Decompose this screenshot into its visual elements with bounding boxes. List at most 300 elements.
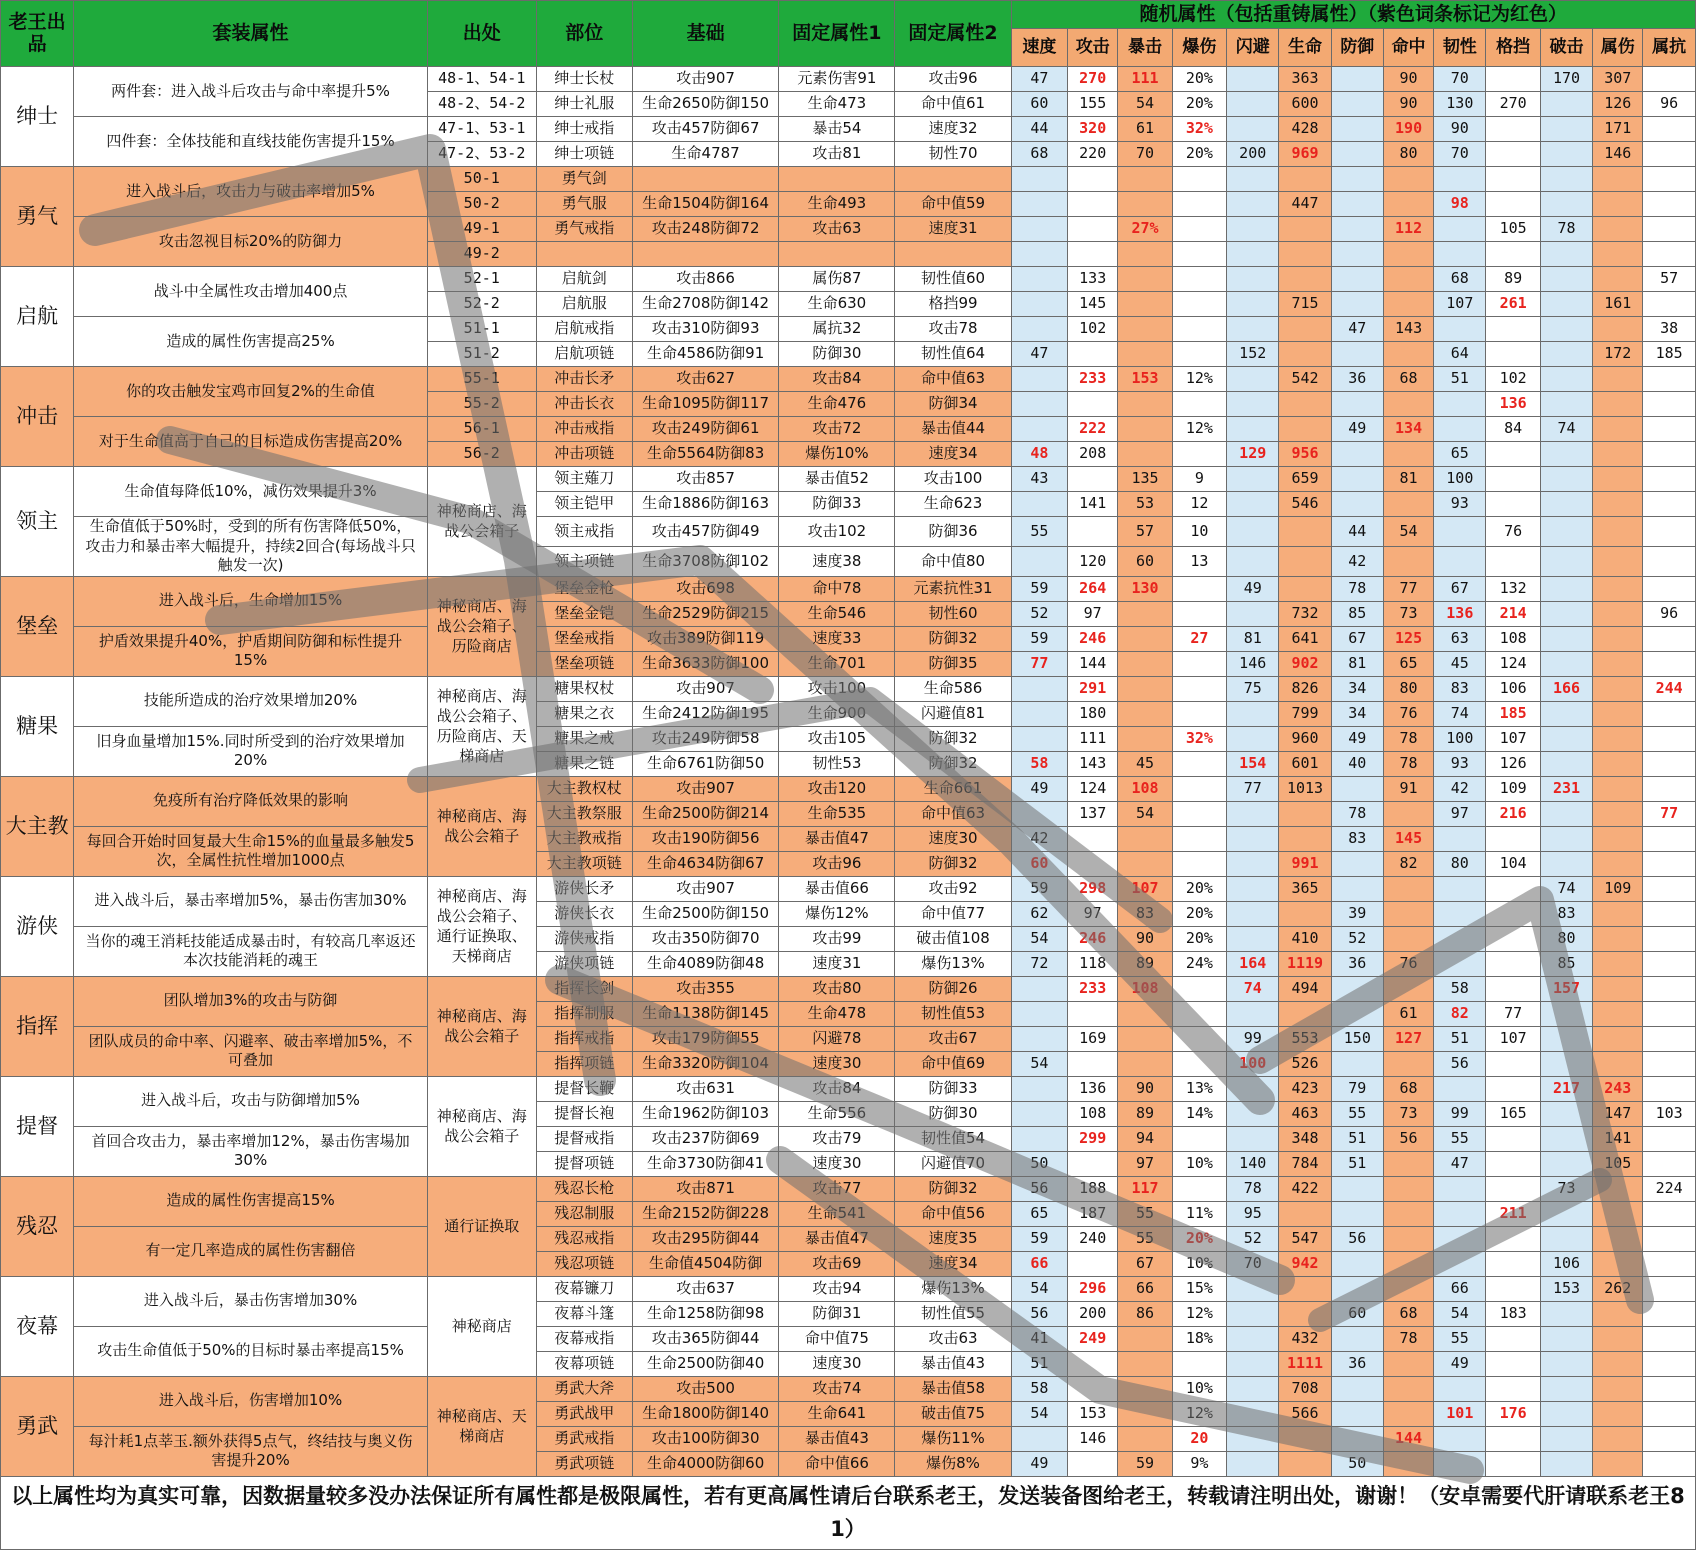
random-attr-value: 107 [1118, 876, 1172, 901]
random-attr-value [1172, 651, 1226, 676]
random-attr-value [1227, 1101, 1279, 1126]
random-attr-value: 136 [1434, 601, 1486, 626]
item-f1: 攻击81 [779, 142, 895, 167]
random-attr-value [1593, 467, 1643, 492]
random-attr-value: 59 [1118, 1451, 1172, 1476]
random-attr-value: 141 [1593, 1126, 1643, 1151]
item-row [1, 776, 1696, 801]
random-attr-value [1434, 1426, 1486, 1451]
random-attr-value [1331, 1426, 1383, 1451]
item-f1: 生命556 [779, 1101, 895, 1126]
random-attr-value [1643, 392, 1696, 417]
random-attr-value [1593, 267, 1643, 292]
item-base: 生命1886防御163 [632, 492, 778, 517]
random-attr-value [1486, 976, 1540, 1001]
random-attr-value [1172, 392, 1226, 417]
random-attr-value [1383, 976, 1433, 1001]
random-col-header: 速度 [1011, 29, 1067, 67]
set-effect: 进入战斗后，生命增加15% [74, 576, 428, 626]
set-name: 冲击 [1, 367, 74, 467]
random-attr-value [1434, 392, 1486, 417]
random-attr-value: 32% [1172, 726, 1226, 751]
item-f2: 元素抗性31 [895, 576, 1011, 601]
random-attr-value: 77 [1227, 776, 1279, 801]
random-attr-value [1486, 1426, 1540, 1451]
random-attr-value: 124 [1486, 651, 1540, 676]
random-attr-value: 20% [1172, 92, 1226, 117]
random-attr-value: 97 [1434, 801, 1486, 826]
item-code: 51-2 [427, 342, 536, 367]
random-attr-value: 67 [1118, 1251, 1172, 1276]
random-attr-value: 14% [1172, 1101, 1226, 1126]
random-col-header: 爆伤 [1172, 29, 1226, 67]
random-attr-value [1643, 826, 1696, 851]
random-attr-value [1434, 1376, 1486, 1401]
item-slot: 大主教权杖 [536, 776, 632, 801]
item-base: 生命4634防御67 [632, 851, 778, 876]
item-base: 攻击249防御61 [632, 417, 778, 442]
random-attr-value: 79 [1331, 1076, 1383, 1101]
random-attr-value [1593, 1026, 1643, 1051]
random-attr-value [1434, 876, 1486, 901]
random-attr-value [1172, 601, 1226, 626]
random-attr-value: 51 [1434, 1026, 1486, 1051]
random-attr-value: 98 [1434, 192, 1486, 217]
random-attr-value: 55 [1011, 517, 1067, 547]
random-attr-value: 164 [1227, 951, 1279, 976]
random-attr-value: 77 [1383, 576, 1433, 601]
random-attr-value: 127 [1383, 1026, 1433, 1051]
random-attr-value: 91 [1383, 776, 1433, 801]
random-attr-value: 81 [1383, 467, 1433, 492]
item-row [1, 926, 1696, 951]
random-attr-value: 84 [1486, 417, 1540, 442]
random-attr-value [1434, 217, 1486, 242]
random-col-header: 攻击 [1068, 29, 1118, 67]
item-slot: 堡垒项链 [536, 651, 632, 676]
random-attr-value [1540, 1376, 1592, 1401]
random-attr-value [1227, 826, 1279, 851]
random-attr-value: 214 [1486, 601, 1540, 626]
random-attr-value [1540, 801, 1592, 826]
item-f1: 生命900 [779, 701, 895, 726]
random-attr-value [1643, 367, 1696, 392]
random-attr-value: 96 [1643, 92, 1696, 117]
item-slot: 勇气戒指 [536, 217, 632, 242]
random-attr-value: 112 [1383, 217, 1433, 242]
random-attr-value [1643, 492, 1696, 517]
random-attr-value [1011, 546, 1067, 576]
random-attr-value [1540, 626, 1592, 651]
random-attr-value: 59 [1011, 626, 1067, 651]
item-base: 生命6761防御50 [632, 751, 778, 776]
random-attr-value [1593, 976, 1643, 1001]
random-attr-value [1118, 242, 1172, 267]
item-f1: 攻击84 [779, 367, 895, 392]
random-attr-value [1227, 517, 1279, 547]
item-f1 [779, 167, 895, 192]
random-attr-value: 80 [1383, 142, 1433, 167]
random-attr-value: 54 [1011, 926, 1067, 951]
random-attr-value: 136 [1068, 1076, 1118, 1101]
random-attr-value: 80 [1434, 851, 1486, 876]
random-attr-value: 100 [1227, 1051, 1279, 1076]
random-attr-value: 49 [1011, 776, 1067, 801]
item-f1: 生命473 [779, 92, 895, 117]
slot-header: 部位 [536, 1, 632, 67]
random-attr-value [1279, 417, 1331, 442]
random-attr-value [1011, 701, 1067, 726]
random-attr-value [1383, 901, 1433, 926]
random-attr-value [1486, 1351, 1540, 1376]
item-f2: 爆伤13% [895, 951, 1011, 976]
random-attr-value: 60 [1331, 1301, 1383, 1326]
random-attr-value [1118, 192, 1172, 217]
random-attr-value: 220 [1068, 142, 1118, 167]
random-attr-value [1172, 342, 1226, 367]
item-row [1, 1276, 1696, 1301]
random-col-header: 防御 [1331, 29, 1383, 67]
random-attr-value [1540, 1051, 1592, 1076]
random-attr-value: 20% [1172, 876, 1226, 901]
random-attr-value [1118, 1001, 1172, 1026]
random-attr-value [1540, 467, 1592, 492]
random-attr-value: 58 [1011, 751, 1067, 776]
item-slot: 指挥长剑 [536, 976, 632, 1001]
random-attr-value [1227, 192, 1279, 217]
random-attr-value [1434, 1176, 1486, 1201]
random-attr-value [1486, 1251, 1540, 1276]
item-f1: 韧性53 [779, 751, 895, 776]
random-attr-value: 165 [1486, 1101, 1540, 1126]
random-attr-value [1434, 517, 1486, 547]
random-attr-value [1434, 951, 1486, 976]
random-attr-value: 83 [1331, 826, 1383, 851]
random-attr-value: 169 [1068, 1026, 1118, 1051]
random-attr-value [1331, 851, 1383, 876]
random-attr-value [1068, 826, 1118, 851]
item-slot: 大主教戒指 [536, 826, 632, 851]
random-attr-value: 9 [1172, 467, 1226, 492]
random-attr-value [1227, 1376, 1279, 1401]
item-base: 生命2500防御214 [632, 801, 778, 826]
random-attr-value [1643, 851, 1696, 876]
random-attr-value: 13 [1172, 546, 1226, 576]
item-code: 52-1 [427, 267, 536, 292]
random-attr-value [1011, 317, 1067, 342]
item-row [1, 1076, 1696, 1101]
item-slot: 大主教祭服 [536, 801, 632, 826]
random-attr-value: 54 [1011, 1276, 1067, 1301]
random-attr-value [1593, 1401, 1643, 1426]
random-attr-value: 99 [1434, 1101, 1486, 1126]
item-base: 生命4089防御48 [632, 951, 778, 976]
random-attr-value: 410 [1279, 926, 1331, 951]
random-attr-value [1434, 317, 1486, 342]
random-attr-value: 44 [1331, 517, 1383, 547]
random-attr-value [1643, 626, 1696, 651]
random-attr-value [1118, 1026, 1172, 1051]
random-attr-value [1172, 1176, 1226, 1201]
random-attr-value: 120 [1068, 546, 1118, 576]
random-attr-value [1227, 1426, 1279, 1451]
item-f1: 攻击105 [779, 726, 895, 751]
random-attr-value [1068, 242, 1118, 267]
random-attr-value [1011, 292, 1067, 317]
item-row [1, 876, 1696, 901]
item-slot: 游侠长矛 [536, 876, 632, 901]
item-slot: 残忍项链 [536, 1251, 632, 1276]
set-effect: 进入战斗后，暴击伤害增加30% [74, 1276, 428, 1326]
random-attr-value [1383, 1176, 1433, 1201]
random-attr-value [1486, 1051, 1540, 1076]
random-attr-value: 134 [1383, 417, 1433, 442]
random-attr-value [1118, 1401, 1172, 1426]
random-attr-value [1172, 1351, 1226, 1376]
random-attr-value [1540, 1126, 1592, 1151]
set-name: 堡垒 [1, 576, 74, 676]
random-col-header: 暴击 [1118, 29, 1172, 67]
random-attr-value [1331, 1001, 1383, 1026]
set-effect: 护盾效果提升40%，护盾期间防御和标性提升15% [74, 626, 428, 676]
set-effect: 进入战斗后，暴击率增加5%，暴击伤害加30% [74, 876, 428, 926]
item-f2: 攻击100 [895, 467, 1011, 492]
random-attr-value [1593, 901, 1643, 926]
random-attr-value: 659 [1279, 467, 1331, 492]
item-base: 生命值4504防御 [632, 1251, 778, 1276]
random-attr-value [1383, 1226, 1433, 1251]
random-attr-value: 145 [1383, 826, 1433, 851]
random-attr-value [1279, 267, 1331, 292]
random-col-header: 破击 [1540, 29, 1592, 67]
random-attr-value [1593, 367, 1643, 392]
random-attr-value [1172, 267, 1226, 292]
random-attr-value: 246 [1068, 626, 1118, 651]
set-effect: 造成的属性伤害提高25% [74, 317, 428, 367]
random-attr-value: 187 [1068, 1201, 1118, 1226]
random-attr-value [1540, 342, 1592, 367]
random-attr-value: 34 [1331, 676, 1383, 701]
random-attr-value: 55 [1118, 1201, 1172, 1226]
random-attr-value: 49 [1011, 1451, 1067, 1476]
item-f2: 格挡99 [895, 292, 1011, 317]
random-attr-value [1643, 546, 1696, 576]
random-attr-value: 51 [1331, 1126, 1383, 1151]
random-attr-value: 200 [1227, 142, 1279, 167]
random-attr-value [1227, 701, 1279, 726]
random-attr-value: 53 [1118, 492, 1172, 517]
random-attr-value [1227, 67, 1279, 92]
random-attr-value [1643, 876, 1696, 901]
random-attr-value [1593, 826, 1643, 851]
item-f2: 韧性60 [895, 601, 1011, 626]
item-base: 攻击310防御93 [632, 317, 778, 342]
item-f2: 韧性70 [895, 142, 1011, 167]
random-attr-value [1227, 546, 1279, 576]
random-attr-value [1068, 217, 1118, 242]
item-f2: 命中值69 [895, 1051, 1011, 1076]
item-f1: 生命535 [779, 801, 895, 826]
random-attr-value: 73 [1383, 1101, 1433, 1126]
item-f2 [895, 167, 1011, 192]
random-attr-value: 81 [1331, 651, 1383, 676]
random-attr-value: 348 [1279, 1126, 1331, 1151]
header-row-1 [1, 1, 1696, 29]
random-attr-value [1643, 67, 1696, 92]
random-attr-value [1227, 92, 1279, 117]
item-f2: 韧性值60 [895, 267, 1011, 292]
item-f1: 攻击80 [779, 976, 895, 1001]
random-attr-value [1643, 1076, 1696, 1101]
random-attr-value: 144 [1068, 651, 1118, 676]
random-attr-value [1227, 926, 1279, 951]
item-f2: 速度34 [895, 1251, 1011, 1276]
random-attr-value: 143 [1068, 751, 1118, 776]
item-slot: 领主戒指 [536, 517, 632, 547]
item-code: 47-1、53-1 [427, 117, 536, 142]
random-attr-value [1118, 1351, 1172, 1376]
item-f1: 攻击79 [779, 1126, 895, 1151]
random-attr-value [1540, 1301, 1592, 1326]
random-attr-value: 100 [1434, 726, 1486, 751]
random-attr-value: 32% [1172, 117, 1226, 142]
random-attr-value [1118, 651, 1172, 676]
random-attr-value [1383, 1251, 1433, 1276]
random-attr-value [1593, 701, 1643, 726]
random-attr-value [1593, 676, 1643, 701]
random-attr-value [1540, 1326, 1592, 1351]
random-attr-value: 56 [1434, 1051, 1486, 1076]
random-attr-value [1279, 826, 1331, 851]
random-attr-value: 36 [1331, 951, 1383, 976]
set-effect-header: 套装属性 [74, 1, 428, 67]
item-base: 攻击365防御44 [632, 1326, 778, 1351]
item-row [1, 1376, 1696, 1401]
random-attr-value: 146 [1593, 142, 1643, 167]
item-row [1, 1176, 1696, 1201]
item-row [1, 417, 1696, 442]
item-base: 生命5564防御83 [632, 442, 778, 467]
random-attr-value [1227, 801, 1279, 826]
random-attr-value: 546 [1279, 492, 1331, 517]
random-attr-value [1486, 1176, 1540, 1201]
item-row [1, 726, 1696, 751]
random-attr-value: 66 [1118, 1276, 1172, 1301]
random-attr-value: 105 [1486, 217, 1540, 242]
random-attr-value [1540, 142, 1592, 167]
random-attr-value: 222 [1068, 417, 1118, 442]
item-code: 49-1 [427, 217, 536, 242]
item-base: 攻击389防御119 [632, 626, 778, 651]
random-attr-value: 547 [1279, 1226, 1331, 1251]
item-f2: 攻击67 [895, 1026, 1011, 1051]
item-slot: 残忍戒指 [536, 1226, 632, 1251]
random-attr-value [1227, 117, 1279, 142]
random-attr-value: 135 [1118, 467, 1172, 492]
random-attr-value: 55 [1434, 1326, 1486, 1351]
fixed2-header: 固定属性2 [895, 1, 1011, 67]
random-attr-value [1540, 601, 1592, 626]
item-f2: 破击值75 [895, 1401, 1011, 1426]
random-attr-value [1643, 192, 1696, 217]
random-attr-value: 12% [1172, 1301, 1226, 1326]
random-attr-value [1540, 851, 1592, 876]
random-attr-value: 153 [1118, 367, 1172, 392]
random-attr-value: 93 [1434, 751, 1486, 776]
item-f1: 暴击值47 [779, 1226, 895, 1251]
random-attr-value: 190 [1383, 117, 1433, 142]
random-attr-value [1227, 1451, 1279, 1476]
random-attr-value [1227, 1001, 1279, 1026]
random-attr-value [1593, 776, 1643, 801]
random-attr-value [1331, 342, 1383, 367]
random-attr-value: 45 [1118, 751, 1172, 776]
random-attr-value: 150 [1331, 1026, 1383, 1051]
set-effect: 攻击生命值低于50%的目标时暴击率提高15% [74, 1326, 428, 1376]
random-attr-value [1227, 317, 1279, 342]
item-f2: 爆伤11% [895, 1426, 1011, 1451]
item-row [1, 976, 1696, 1001]
random-attr-value [1486, 1326, 1540, 1351]
set-name: 提督 [1, 1076, 74, 1176]
random-attr-value: 68 [1011, 142, 1067, 167]
random-attr-value [1172, 701, 1226, 726]
item-slot: 糖果权杖 [536, 676, 632, 701]
random-attr-value [1118, 392, 1172, 417]
item-slot: 夜幕镰刀 [536, 1276, 632, 1301]
item-base: 攻击907 [632, 67, 778, 92]
random-attr-value: 74 [1434, 701, 1486, 726]
item-base: 攻击907 [632, 876, 778, 901]
random-attr-value [1643, 242, 1696, 267]
random-col-header: 命中 [1383, 29, 1433, 67]
random-attr-value: 38 [1643, 317, 1696, 342]
random-attr-value [1434, 1076, 1486, 1101]
random-attr-value [1486, 342, 1540, 367]
random-attr-value [1279, 546, 1331, 576]
item-f2: 攻击63 [895, 1326, 1011, 1351]
random-attr-value: 97 [1118, 1151, 1172, 1176]
item-f1: 防御31 [779, 1301, 895, 1326]
random-attr-value: 104 [1486, 851, 1540, 876]
random-attr-value: 12% [1172, 417, 1226, 442]
item-base: 攻击500 [632, 1376, 778, 1401]
random-attr-value: 47 [1011, 67, 1067, 92]
random-attr-value [1540, 167, 1592, 192]
item-source: 神秘商店、海战公会箱子、历险商店、天梯商店 [427, 676, 536, 776]
random-attr-value [1068, 1251, 1118, 1276]
footer-note: 以上属性均为真实可靠，因数据量较多没办法保证所有属性都是极限属性，若有更高属性请后台联系老王，发送装备图给老王，转载请注明出处，谢谢！（安卓需要代肝请联系老王8 1） [1, 1476, 1696, 1549]
random-attr-value [1383, 242, 1433, 267]
random-attr-value: 78 [1227, 1176, 1279, 1201]
random-attr-value [1434, 167, 1486, 192]
random-attr-value [1011, 492, 1067, 517]
item-code: 56-2 [427, 442, 536, 467]
random-attr-value [1227, 601, 1279, 626]
random-attr-value: 13% [1172, 1076, 1226, 1101]
random-attr-value [1540, 1401, 1592, 1426]
random-attr-value: 432 [1279, 1326, 1331, 1351]
random-attr-value: 233 [1068, 976, 1118, 1001]
random-attr-value: 80 [1540, 926, 1592, 951]
item-base: 攻击698 [632, 576, 778, 601]
item-base: 攻击355 [632, 976, 778, 1001]
random-attr-value: 47 [1331, 317, 1383, 342]
item-slot: 指挥戒指 [536, 1026, 632, 1051]
item-f2: 暴击值43 [895, 1351, 1011, 1376]
random-attr-value [1540, 826, 1592, 851]
item-base: 生命1138防御145 [632, 1001, 778, 1026]
